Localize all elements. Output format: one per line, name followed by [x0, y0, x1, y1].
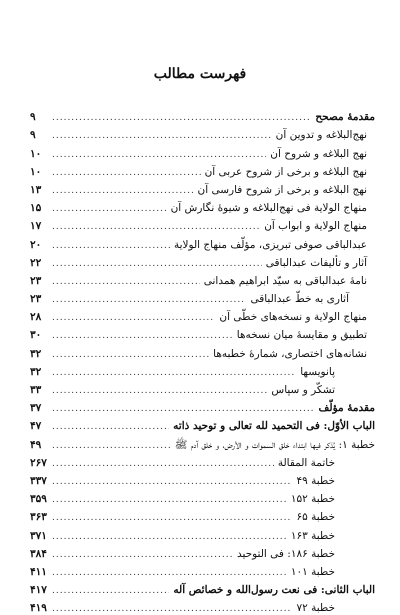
- leader-dots: [52, 493, 287, 506]
- toc-entry-title: آثار و تألیفات عبدالباقی: [265, 256, 367, 269]
- toc-entry-page-number: ۹: [30, 129, 36, 142]
- toc-entry: [30, 506, 375, 524]
- toc-entry-page-number: ۲۳: [30, 274, 42, 287]
- toc-entry-title: آثاری به خطّ عبدالباقی: [250, 293, 349, 306]
- toc-entry-title: نشانه‌های اختصاری، شمارهٔ خطبه‌ها: [213, 347, 367, 360]
- leader-dots: [52, 530, 287, 543]
- toc-entry-page-number: ۱۰: [30, 165, 42, 178]
- toc-entry-title: خاتمة المقالة: [277, 456, 335, 469]
- page-title: فهرست مطالب: [153, 66, 247, 82]
- toc-entry-title: پانویسها: [300, 365, 335, 378]
- toc-entry-title: الباب الثانی: فی نعت رسول‌الله و خصائص آله: [173, 584, 375, 597]
- toc-entry: [30, 543, 375, 561]
- leader-dots: [52, 293, 246, 306]
- toc-entry-page-number: ۲۲: [30, 256, 42, 269]
- leader-dots: [52, 348, 209, 361]
- toc-entry-page-number: ۳۳۷: [30, 474, 47, 487]
- leader-dots: [52, 366, 296, 379]
- toc-entry-page-number: ۱۰: [30, 147, 42, 160]
- toc-entry-page-number: ۳۷: [30, 402, 42, 415]
- toc-entry-title: منهاج الولایة و نسخه‌های خطّی آن: [219, 311, 367, 324]
- toc-entry: [30, 561, 375, 579]
- toc-entry: [30, 124, 375, 142]
- toc-entry-page-number: ۳۲: [30, 365, 42, 378]
- toc-entry: [30, 161, 375, 179]
- toc-entry: [30, 397, 375, 415]
- toc-entry-page-number: ۱۷: [30, 220, 42, 233]
- toc-entry-page-number: ۴۹: [30, 438, 42, 451]
- toc-entry-page-number: ۱۵: [30, 202, 42, 215]
- toc-entry-title: نهج البلاغه و برخی از شروح عربی آن: [204, 165, 367, 178]
- toc-entry-page-number: ۴۱۷: [30, 584, 47, 597]
- leader-dots: [52, 257, 262, 270]
- toc-entry: [30, 324, 375, 342]
- leader-dots: [52, 511, 292, 524]
- toc-entry-title: نهج‌البلاغه و تدوین آن: [275, 129, 367, 142]
- toc-entry: [30, 342, 375, 360]
- toc-entry: [30, 197, 375, 215]
- toc-entry-title: منهاج الولایة فی نهج‌البلاغه و شیوهٔ نگارش آن: [170, 202, 367, 215]
- toc-entry: [30, 215, 375, 233]
- toc-entry-title: خطبة ۱۶۳: [290, 529, 335, 542]
- toc-entry: [30, 488, 375, 506]
- leader-dots: [52, 202, 167, 215]
- toc-entry-title: نامهٔ عبدالباقی به سیّد ابراهیم همدانی: [203, 274, 367, 287]
- toc-entry: [30, 470, 375, 488]
- toc-entry: [30, 288, 375, 306]
- toc-entry-title: خطبة ۶۵: [296, 511, 335, 524]
- toc-entry: [30, 579, 375, 597]
- toc-entry: [30, 252, 375, 270]
- toc-entry: [30, 597, 375, 615]
- leader-dots: [52, 439, 171, 452]
- toc-entry-title: خطبة ۱۸۶: فی التوحید: [236, 547, 335, 560]
- toc-entry: [30, 452, 375, 470]
- leader-dots: [52, 129, 272, 142]
- toc-entry-page-number: ۲۶۷: [30, 456, 47, 469]
- leader-dots: [52, 111, 311, 124]
- toc-entry-title: الباب الأوّل: فی التحمید لله تعالی و توحید ذاته: [173, 420, 375, 433]
- toc-entry-title: خطبة ۱۵۲: [290, 493, 335, 506]
- toc-entry-title: خطبة ۴۹: [296, 474, 335, 487]
- toc-entry-page-number: ۲۰: [30, 238, 42, 251]
- toc-entry: [30, 233, 375, 251]
- toc-entry-page-number: ۳۶۳: [30, 511, 47, 524]
- toc-entry: [30, 142, 375, 160]
- leader-dots: [52, 220, 260, 233]
- leader-dots: [52, 239, 170, 252]
- toc-entry-title: خطبة ۱: یُذکر فیها ابتداء خلق السموات و الأرض، و خلق آدم ﷺ: [174, 438, 375, 451]
- toc-entry-page-number: ۳۷۱: [30, 529, 47, 542]
- leader-dots: [52, 275, 200, 288]
- leader-dots: [52, 402, 315, 415]
- toc-entry-page-number: ۲۳: [30, 293, 42, 306]
- leader-dots: [52, 166, 201, 179]
- toc-entry-page-number: ۲۸: [30, 311, 42, 324]
- leader-dots: [52, 384, 267, 397]
- toc-entry: [30, 306, 375, 324]
- toc-entry-title: مقدمهٔ مصحح: [315, 111, 375, 124]
- toc-entry-page-number: ۳۵۹: [30, 493, 47, 506]
- leader-dots: [52, 584, 169, 597]
- toc-entry-title: مقدمهٔ مؤلّف: [318, 402, 375, 415]
- toc-entry-page-number: ۹: [30, 111, 36, 124]
- toc-entry-title: خطبة ۷۲: [296, 602, 335, 615]
- toc-entry: [30, 433, 375, 451]
- toc-entry-page-number: ۴۷: [30, 420, 42, 433]
- toc-entry-page-number: ۴۱۹: [30, 602, 47, 615]
- toc-entry-title: تشکّر و سپاس: [271, 384, 335, 396]
- toc-entry: [30, 415, 375, 433]
- leader-dots: [52, 329, 233, 342]
- toc-entry-page-number: ۱۳: [30, 183, 42, 196]
- leader-dots: [52, 148, 266, 161]
- toc-entry: [30, 106, 375, 124]
- toc-entry-title: نهج البلاغه و شروح آن: [270, 147, 367, 160]
- toc-entry: [30, 379, 375, 397]
- leader-dots: [52, 311, 215, 324]
- toc-entry-page-number: ۳۸۴: [30, 547, 47, 560]
- toc-entry-title: نهج البلاغه و برخی از شروح فارسی آن: [197, 183, 367, 196]
- toc-entry: [30, 179, 375, 197]
- leader-dots: [52, 475, 292, 488]
- leader-dots: [52, 566, 287, 579]
- leader-dots: [52, 457, 274, 470]
- toc-entry-title: عبدالباقی صوفی تبریزی، مؤلّف منهاج الولایة: [173, 238, 367, 251]
- table-of-contents: [30, 106, 375, 615]
- leader-dots: [52, 602, 292, 615]
- toc-entry: [30, 270, 375, 288]
- leader-dots: [52, 184, 194, 197]
- toc-entry-title: تطبیق و مقایسهٔ میان نسخه‌ها: [236, 329, 367, 342]
- toc-entry: [30, 361, 375, 379]
- leader-dots: [52, 548, 233, 561]
- toc-entry: [30, 524, 375, 542]
- toc-entry-title: خطبة ۱۰۱: [290, 565, 335, 578]
- leader-dots: [52, 420, 169, 433]
- toc-entry-page-number: ۳۰: [30, 329, 42, 342]
- toc-entry-page-number: ۳۳: [30, 384, 42, 396]
- toc-entry-page-number: ۴۱۱: [30, 565, 47, 578]
- toc-entry-page-number: ۳۲: [30, 347, 42, 360]
- toc-entry-title: منهاج الولایة و ابواب آن: [264, 220, 367, 233]
